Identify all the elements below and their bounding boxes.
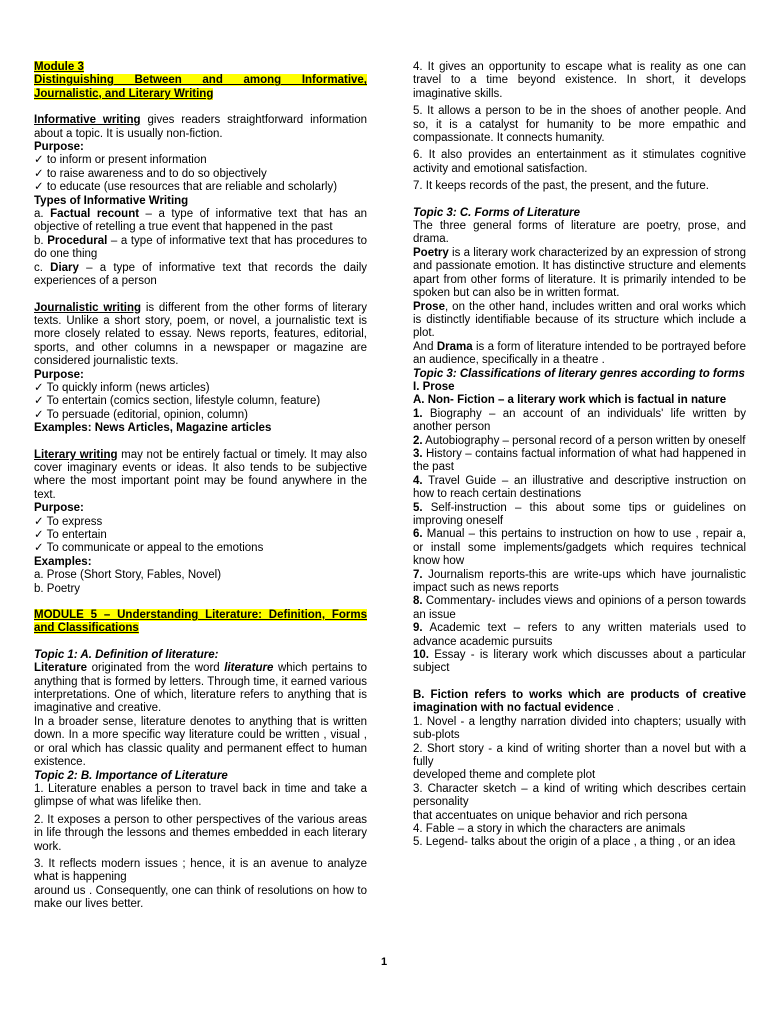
definition-paragraph: Literature originated from the word literature which pertains to anything that is formed by letters. Through time, it earned various interpretations. One of which, literature refers to anything that is imaginative and creative. bbox=[34, 662, 367, 715]
nonfiction-heading: A. Non- Fiction – a literary work which is factual in nature bbox=[413, 394, 727, 407]
importance-item: 3. It reflects modern issues ; hence, it is an avenue to analyze what is happening bbox=[34, 857, 367, 884]
nonfiction-item: 4. Travel Guide – an illustrative and descriptive instruction on how to reach certain destinations bbox=[413, 474, 746, 501]
types-heading: Types of Informative Writing bbox=[34, 194, 189, 207]
purpose-label: Purpose: bbox=[34, 368, 84, 381]
module5-title: MODULE 5 – Understanding Literature: Definition, Forms and Classifications bbox=[34, 609, 367, 635]
forms-intro: The three general forms of literature are poetry, prose, and drama. bbox=[413, 220, 746, 246]
importance-item: 4. It gives an opportunity to escape what is reality as one can travel to a time beyond existence. In short, it develops imaginative skills. bbox=[413, 61, 746, 100]
lit-purpose-item: ✓ To communicate or appeal to the emotions bbox=[34, 542, 264, 555]
journalistic-paragraph bbox=[34, 302, 367, 369]
literary-definition: may not be entirely factual or timely. It may also cover imaginary events or ideas. It also tends to be subjective where the most important point may be found anywhere in the text. bbox=[34, 448, 367, 501]
nonfiction-item: 2. Autobiography – personal record of a person written by oneself bbox=[413, 434, 746, 447]
page-number: 1 bbox=[380, 956, 388, 968]
examples-label: Examples: bbox=[34, 555, 92, 568]
importance-item: 1. Literature enables a person to travel back in time and take a glimpse of what was lifelike then. bbox=[34, 782, 367, 809]
info-purpose-item: ✓ to inform or present information bbox=[34, 154, 207, 167]
definition-paragraph-2: In a broader sense, literature denotes to anything that is written down. In a more specific way literature could be written , visual , or oral which has classic quality and permanent effect to human existence. bbox=[34, 715, 367, 769]
purpose-label: Purpose: bbox=[34, 141, 84, 154]
nonfiction-item: 6. Manual – this pertains to instruction on how to use , repair a, or install some implements/gadgets which requires technical know how bbox=[413, 528, 746, 568]
fiction-heading: B. Fiction refers to works which are products of creative imagination with no factual evidence . bbox=[413, 688, 746, 715]
nonfiction-item: 7. Journalism reports-this are write-ups which have journalistic impact such as news reports bbox=[413, 568, 746, 595]
lit-example-item: b. Poetry bbox=[34, 582, 81, 595]
nonfiction-item: 8. Commentary- includes views and opinions of a person towards an issue bbox=[413, 595, 746, 621]
fiction-item: 2. Short story - a kind of writing shorter than a novel but with a fully bbox=[413, 742, 746, 768]
fiction-item: 5. Legend- talks about the origin of a place , a thing , or an idea bbox=[413, 836, 736, 849]
nonfiction-item: 5. Self-instruction – this about some tips or guidelines on improving oneself bbox=[413, 501, 746, 527]
drama-paragraph: And Drama is a form of literature intended to be portrayed before an audience, specifically in a theatre . bbox=[413, 340, 746, 367]
prose-paragraph: Prose, on the other hand, includes written and oral works which is distinctly identifiable because of its structure which include a plot. bbox=[413, 300, 746, 340]
lit-purpose-item: ✓ To express bbox=[34, 515, 103, 528]
importance-item: 6. It also provides an entertainment as it stimulates cognitive activity and emotional satisfaction. bbox=[413, 149, 746, 175]
type-item: b. Procedural – a type of informative text that has procedures to do one thing bbox=[34, 234, 367, 261]
fiction-item: that accentuates on unique behavior and rich persona bbox=[413, 809, 688, 822]
prose-heading: I. Prose bbox=[413, 380, 455, 393]
topic1-heading: Topic 1: A. Definition of literature: bbox=[34, 648, 219, 661]
fiction-item: 1. Novel - a lengthy narration divided into chapters; usually with sub-plots bbox=[413, 715, 746, 742]
nonfiction-item: 10. Essay - is literary work which discusses about a particular subject bbox=[413, 649, 746, 675]
journ-purpose-item: ✓ To quickly inform (news articles) bbox=[34, 381, 210, 394]
fiction-item: 4. Fable – a story in which the characters are animals bbox=[413, 822, 686, 835]
type-item: a. Factual recount – a type of informative text that has an objective of retelling a true event that happened in the past bbox=[34, 208, 367, 234]
nonfiction-item: 1. Biography – an account of an individuals' life written by another person bbox=[413, 407, 746, 434]
purpose-label: Purpose: bbox=[34, 502, 84, 515]
journalistic-term: Journalistic writing bbox=[34, 301, 142, 314]
fiction-item: 3. Character sketch – a kind of writing which describes certain personality bbox=[413, 782, 746, 809]
importance-item: 5. It allows a person to be in the shoes of another people. And so, it is a catalyst for humanity to be more empathic and compassionate. It connects humanity. bbox=[413, 105, 746, 145]
importance-item: around us . Consequently, one can think of resolutions on how to make our lives better. bbox=[34, 884, 367, 911]
nonfiction-item: 9. Academic text – refers to any written materials used to advance academic pursuits bbox=[413, 622, 746, 648]
literary-paragraph bbox=[34, 449, 367, 503]
lit-purpose-item: ✓ To entertain bbox=[34, 529, 107, 541]
info-purpose-item: ✓ to educate (use resources that are reliable and scholarly) bbox=[34, 181, 338, 194]
literary-term: Literary writing bbox=[34, 448, 118, 461]
importance-item: 7. It keeps records of the past, the present, and the future. bbox=[413, 180, 709, 193]
journ-purpose-item: ✓ To entertain (comics section, lifestyle column, feature) bbox=[34, 395, 321, 408]
informative-paragraph bbox=[34, 114, 367, 141]
importance-item: 2. It exposes a person to other perspectives of the various areas in life through the lessons and themes embedded in each literary work. bbox=[34, 813, 367, 853]
nonfiction-item: 3. History – contains factual information of what had happened in the past bbox=[413, 447, 746, 474]
lit-example-item: a. Prose (Short Story, Fables, Novel) bbox=[34, 569, 222, 582]
informative-term: Informative writing bbox=[34, 114, 141, 127]
informative-definition: gives readers straightforward information about a topic. It is usually non-fiction. bbox=[34, 114, 367, 140]
module3-label: Module 3 bbox=[34, 61, 84, 73]
left-column bbox=[34, 61, 367, 912]
module3-title: Distinguishing Between and among Informative, Journalistic, and Literary Writing bbox=[34, 74, 367, 100]
right-column bbox=[413, 61, 746, 850]
fiction-item: developed theme and complete plot bbox=[413, 769, 596, 782]
poetry-paragraph: Poetry is a literary work characterized by an expression of strong and passionate emotion. It has distinctive structure and elements apart from other forms of literature. It is primarily intended to be spoken but can also be in written format. bbox=[413, 246, 746, 300]
topic2-heading: Topic 2: B. Importance of Literature bbox=[34, 769, 228, 782]
info-purpose-item: ✓ to raise awareness and to do so objectively bbox=[34, 167, 267, 180]
topic3-classifications-heading: Topic 3: Classifications of literary genres according to forms bbox=[413, 367, 745, 380]
topic3-heading: Topic 3: C. Forms of Literature bbox=[413, 206, 580, 219]
journalistic-definition: is different from the other forms of literary texts. Unlike a short story, poem, or novel, a journalistic text is more closely related to essay. News reports, features, editorial, sports, and other columns in a newspaper or magazine are considered journalistic texts. bbox=[34, 301, 367, 368]
journ-purpose-item: ✓ To persuade (editorial, opinion, column) bbox=[34, 408, 248, 421]
journ-examples: Examples: News Articles, Magazine articles bbox=[34, 422, 272, 435]
type-item: c. Diary – a type of informative text that records the daily experiences of a person bbox=[34, 261, 368, 288]
